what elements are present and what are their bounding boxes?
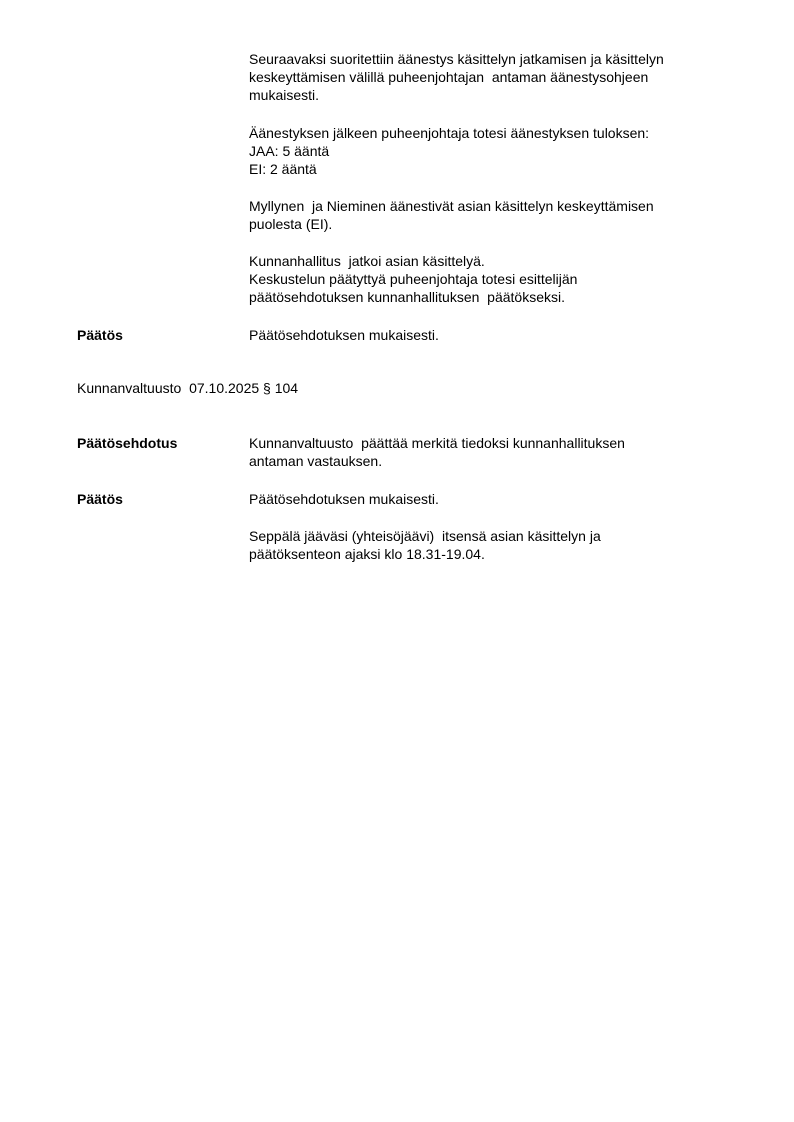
decision-text <box>249 490 739 508</box>
vote-result-paragraph <box>249 124 739 178</box>
vote-note-paragraph <box>249 197 739 233</box>
proposal-text <box>249 434 739 470</box>
vote-no-count: EI: 2 ääntä <box>249 161 317 177</box>
intro-line: keskeyttämisen välillä puheenjohtajan antaman äänestysohjeen <box>249 69 649 85</box>
disqualification-note <box>249 527 739 563</box>
vote-result-line: Äänestyksen jälkeen puheenjohtaja totesi äänestyksen tuloksen: <box>249 125 650 141</box>
continuation-paragraph <box>249 252 739 306</box>
decision-line: Päätösehdotuksen mukaisesti. <box>249 327 439 343</box>
decision-line: Päätösehdotuksen mukaisesti. <box>249 491 439 507</box>
vote-note-line: Myllynen ja Nieminen äänestivät asian käsittelyn keskeyttämisen <box>249 198 654 214</box>
proposal-label: Päätösehdotus <box>77 435 178 451</box>
intro-paragraph <box>249 50 739 104</box>
intro-line: Seuraavaksi suoritettiin äänestys käsittelyn jatkamisen ja käsittelyn <box>249 51 664 67</box>
continuation-line: päätösehdotuksen kunnanhallituksen päätökseksi. <box>249 289 565 305</box>
continuation-line: Keskustelun päätyttyä puheenjohtaja totesi esittelijän <box>249 271 578 287</box>
decision-text <box>249 326 739 344</box>
disqualification-line: päätöksenteon ajaksi klo 18.31-19.04. <box>249 546 485 562</box>
decision-label: Päätös <box>77 327 123 343</box>
intro-line: mukaisesti. <box>249 87 320 103</box>
disqualification-line: Seppälä jääväsi (yhteisöjäävi) itsensä asian käsittelyn ja <box>249 528 601 544</box>
vote-note-line: puolesta (EI). <box>249 216 333 232</box>
proposal-line: Kunnanvaltuusto päättää merkitä tiedoksi kunnanhallituksen <box>249 435 625 451</box>
vote-yes-count: JAA: 5 ääntä <box>249 143 330 159</box>
decision-label: Päätös <box>77 491 123 507</box>
proposal-line: antaman vastauksen. <box>249 453 383 469</box>
continuation-line: Kunnanhallitus jatkoi asian käsittelyä. <box>249 253 485 269</box>
council-heading: Kunnanvaltuusto 07.10.2025 § 104 <box>77 380 299 396</box>
